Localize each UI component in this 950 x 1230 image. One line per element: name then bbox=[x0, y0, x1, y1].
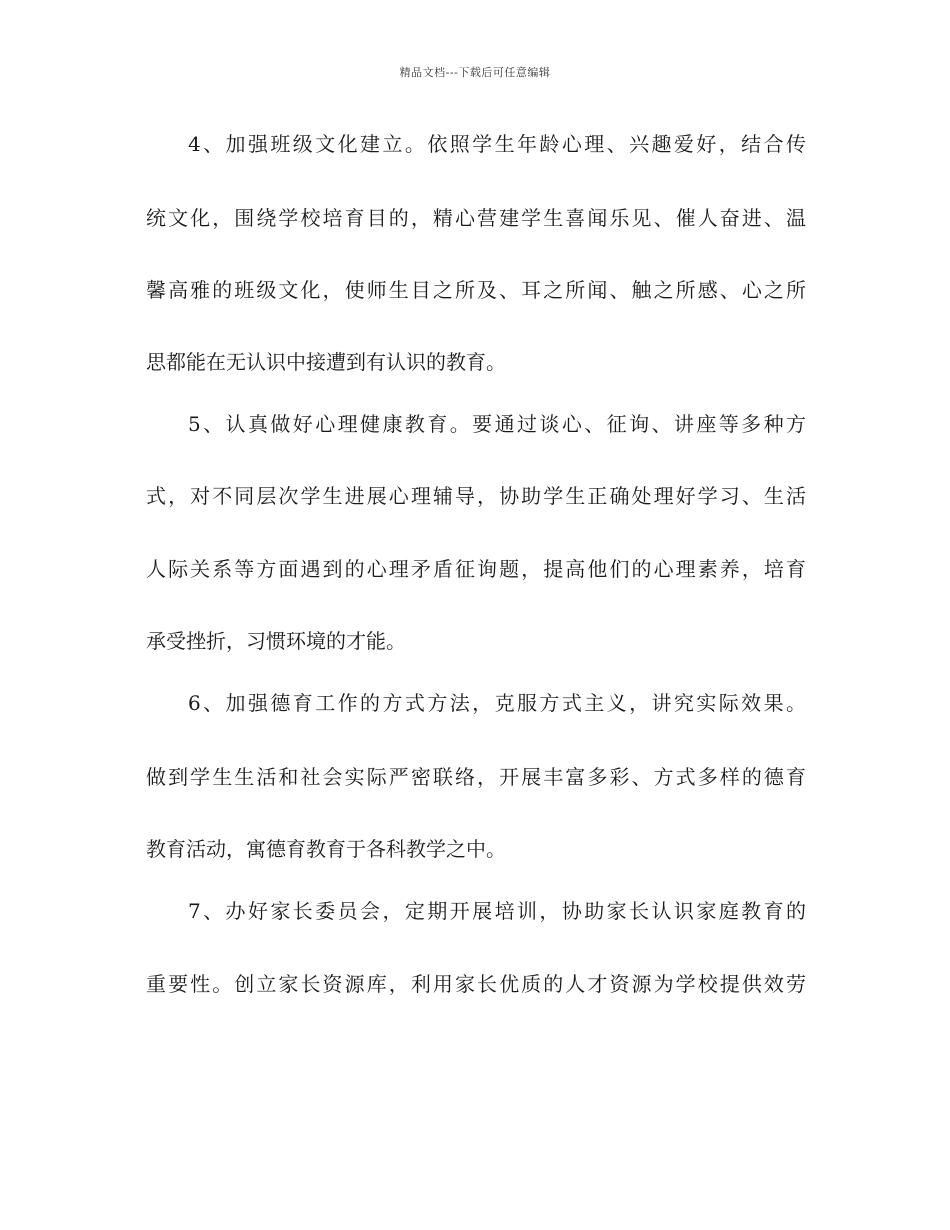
paragraph-4-line-2: 统文化，围绕学校培育目的，精心营建学生喜闻乐见、催人奋进、温 bbox=[146, 206, 806, 230]
paragraph-7-line-1: 7、办好家长委员会，定期开展培训，协助家长认识家庭教育的 bbox=[188, 899, 806, 923]
paragraph-6-line-3: 教育活动，寓德育教育于各科教学之中。 bbox=[146, 837, 506, 861]
paragraph-4-line-1: 4、加强班级文化建立。依照学生年龄心理、兴趣爱好，结合传 bbox=[188, 132, 806, 156]
paragraph-5-line-3: 人际关系等方面遇到的心理矛盾征询题，提高他们的心理素养，培育 bbox=[146, 557, 806, 581]
paragraph-7-line-2: 重要性。创立家长资源库，利用家长优质的人才资源为学校提供效劳 bbox=[146, 972, 806, 996]
paragraph-5-line-1: 5、认真做好心理健康教育。要通过谈心、征询、讲座等多种方 bbox=[188, 412, 806, 436]
paragraph-4-line-4: 思都能在无认识中接遭到有认识的教育。 bbox=[146, 350, 506, 374]
paragraph-4-line-3: 馨高雅的班级文化，使师生目之所及、耳之所闻、触之所感、心之所 bbox=[146, 278, 806, 302]
paragraph-6-line-1: 6、加强德育工作的方式方法，克服方式主义，讲究实际效果。 bbox=[188, 691, 806, 715]
paragraph-5-line-2: 式，对不同层次学生进展心理辅导，协助学生正确处理好学习、生活 bbox=[146, 484, 806, 508]
page-header: 精品文档---下载后可任意编辑 bbox=[399, 66, 551, 79]
paragraph-6-line-2: 做到学生生活和社会实际严密联络，开展丰富多彩、方式多样的德育 bbox=[146, 765, 806, 789]
paragraph-5-line-4: 承受挫折，习惯环境的才能。 bbox=[146, 629, 406, 653]
